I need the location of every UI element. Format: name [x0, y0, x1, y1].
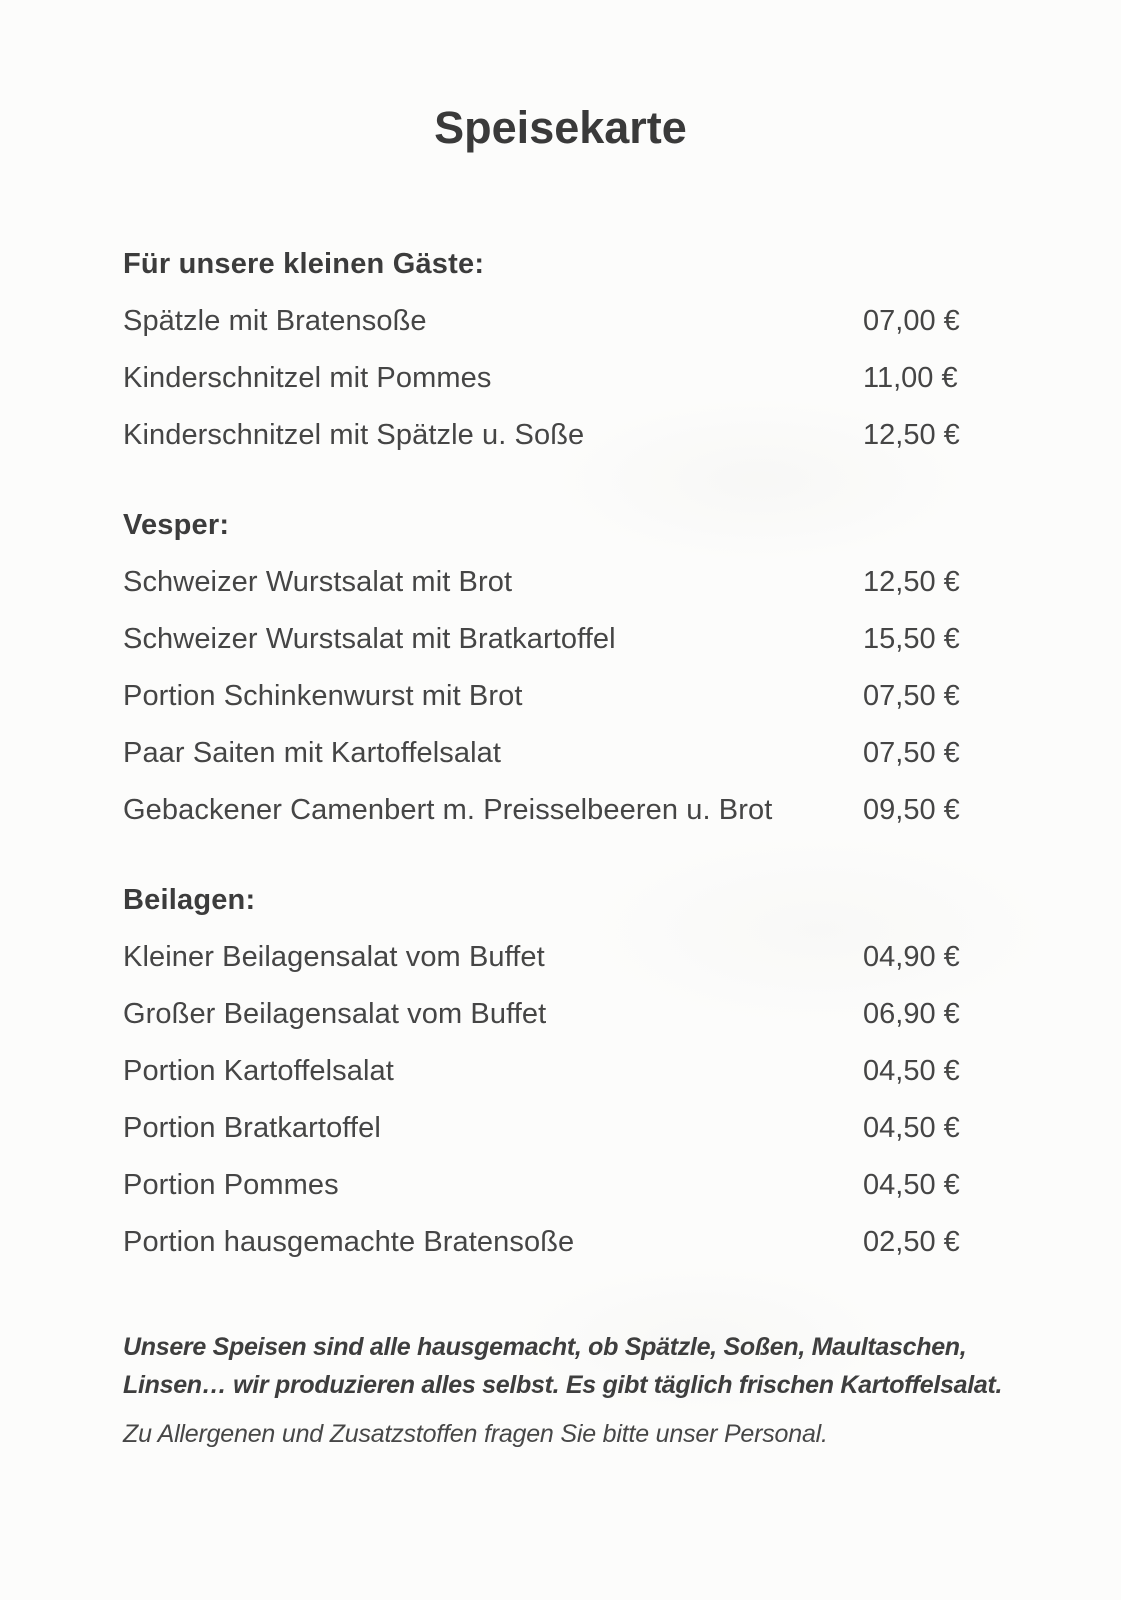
menu-item-name: Großer Beilagensalat vom Buffet — [123, 998, 547, 1030]
menu-item-row — [123, 998, 981, 1030]
menu-item-name: Kleiner Beilagensalat vom Buffet — [123, 941, 545, 973]
menu-item-name: Portion hausgemachte Bratensoße — [123, 1226, 575, 1258]
menu-item-name: Schweizer Wurstsalat mit Brot — [123, 566, 513, 598]
homemade-note-line-2: Linsen… wir produzieren alles selbst. Es gibt täglich frischen Kartoffelsalat. — [123, 1371, 1003, 1399]
menu-item-row — [123, 623, 981, 655]
menu-item-row — [123, 941, 981, 973]
menu-item-price: 06,90 € — [863, 998, 960, 1030]
menu-item-row — [123, 419, 981, 451]
menu-item-row — [123, 305, 981, 337]
section-heading-vesper: Vesper: — [123, 509, 230, 541]
menu-item-price: 12,50 € — [863, 419, 960, 451]
menu-item-row — [123, 566, 981, 598]
menu-item-name: Spätzle mit Bratensoße — [123, 305, 427, 337]
menu-item-name: Portion Schinkenwurst mit Brot — [123, 680, 523, 712]
menu-item-price: 07,00 € — [863, 305, 960, 337]
menu-item-price: 09,50 € — [863, 794, 960, 826]
page-title: Speisekarte — [434, 102, 687, 153]
section-kids — [123, 248, 981, 451]
menu-item-price: 11,00 € — [863, 362, 958, 394]
menu-item-name: Schweizer Wurstsalat mit Bratkartoffel — [123, 623, 616, 655]
menu-item-row — [123, 1169, 981, 1201]
section-heading-kids: Für unsere kleinen Gäste: — [123, 248, 485, 280]
section-beilagen — [123, 884, 981, 1258]
menu-item-price: 02,50 € — [863, 1226, 960, 1258]
menu-item-price: 04,90 € — [863, 941, 960, 973]
section-heading-beilagen: Beilagen: — [123, 884, 256, 916]
menu-item-row — [123, 1226, 981, 1258]
menu-item-price: 04,50 € — [863, 1055, 960, 1087]
footer-notes — [123, 1328, 1021, 1452]
menu-item-price: 15,50 € — [863, 623, 960, 655]
menu-content — [123, 248, 981, 1258]
menu-item-row — [123, 362, 981, 394]
homemade-note-line-1: Unsere Speisen sind alle hausgemacht, ob Spätzle, Soßen, Maultaschen, — [123, 1333, 967, 1361]
menu-item-price: 04,50 € — [863, 1169, 960, 1201]
menu-item-name: Kinderschnitzel mit Pommes — [123, 362, 492, 394]
menu-item-row — [123, 794, 981, 826]
menu-item-name: Portion Pommes — [123, 1169, 339, 1201]
menu-item-name: Portion Kartoffelsalat — [123, 1055, 394, 1087]
menu-item-price: 07,50 € — [863, 680, 960, 712]
menu-item-row — [123, 737, 981, 769]
menu-item-name: Kinderschnitzel mit Spätzle u. Soße — [123, 419, 585, 451]
menu-item-name: Paar Saiten mit Kartoffelsalat — [123, 737, 502, 769]
menu-item-row — [123, 1055, 981, 1087]
menu-item-price: 07,50 € — [863, 737, 960, 769]
menu-item-row — [123, 1112, 981, 1144]
menu-item-price: 12,50 € — [863, 566, 960, 598]
allergens-note: Zu Allergenen und Zusatzstoffen fragen Sie bitte unser Personal. — [123, 1420, 828, 1448]
menu-item-name: Gebackener Camenbert m. Preisselbeeren u. Brot — [123, 794, 773, 826]
menu-item-row — [123, 680, 981, 712]
section-vesper — [123, 509, 981, 826]
menu-item-name: Portion Bratkartoffel — [123, 1112, 381, 1144]
menu-item-price: 04,50 € — [863, 1112, 960, 1144]
